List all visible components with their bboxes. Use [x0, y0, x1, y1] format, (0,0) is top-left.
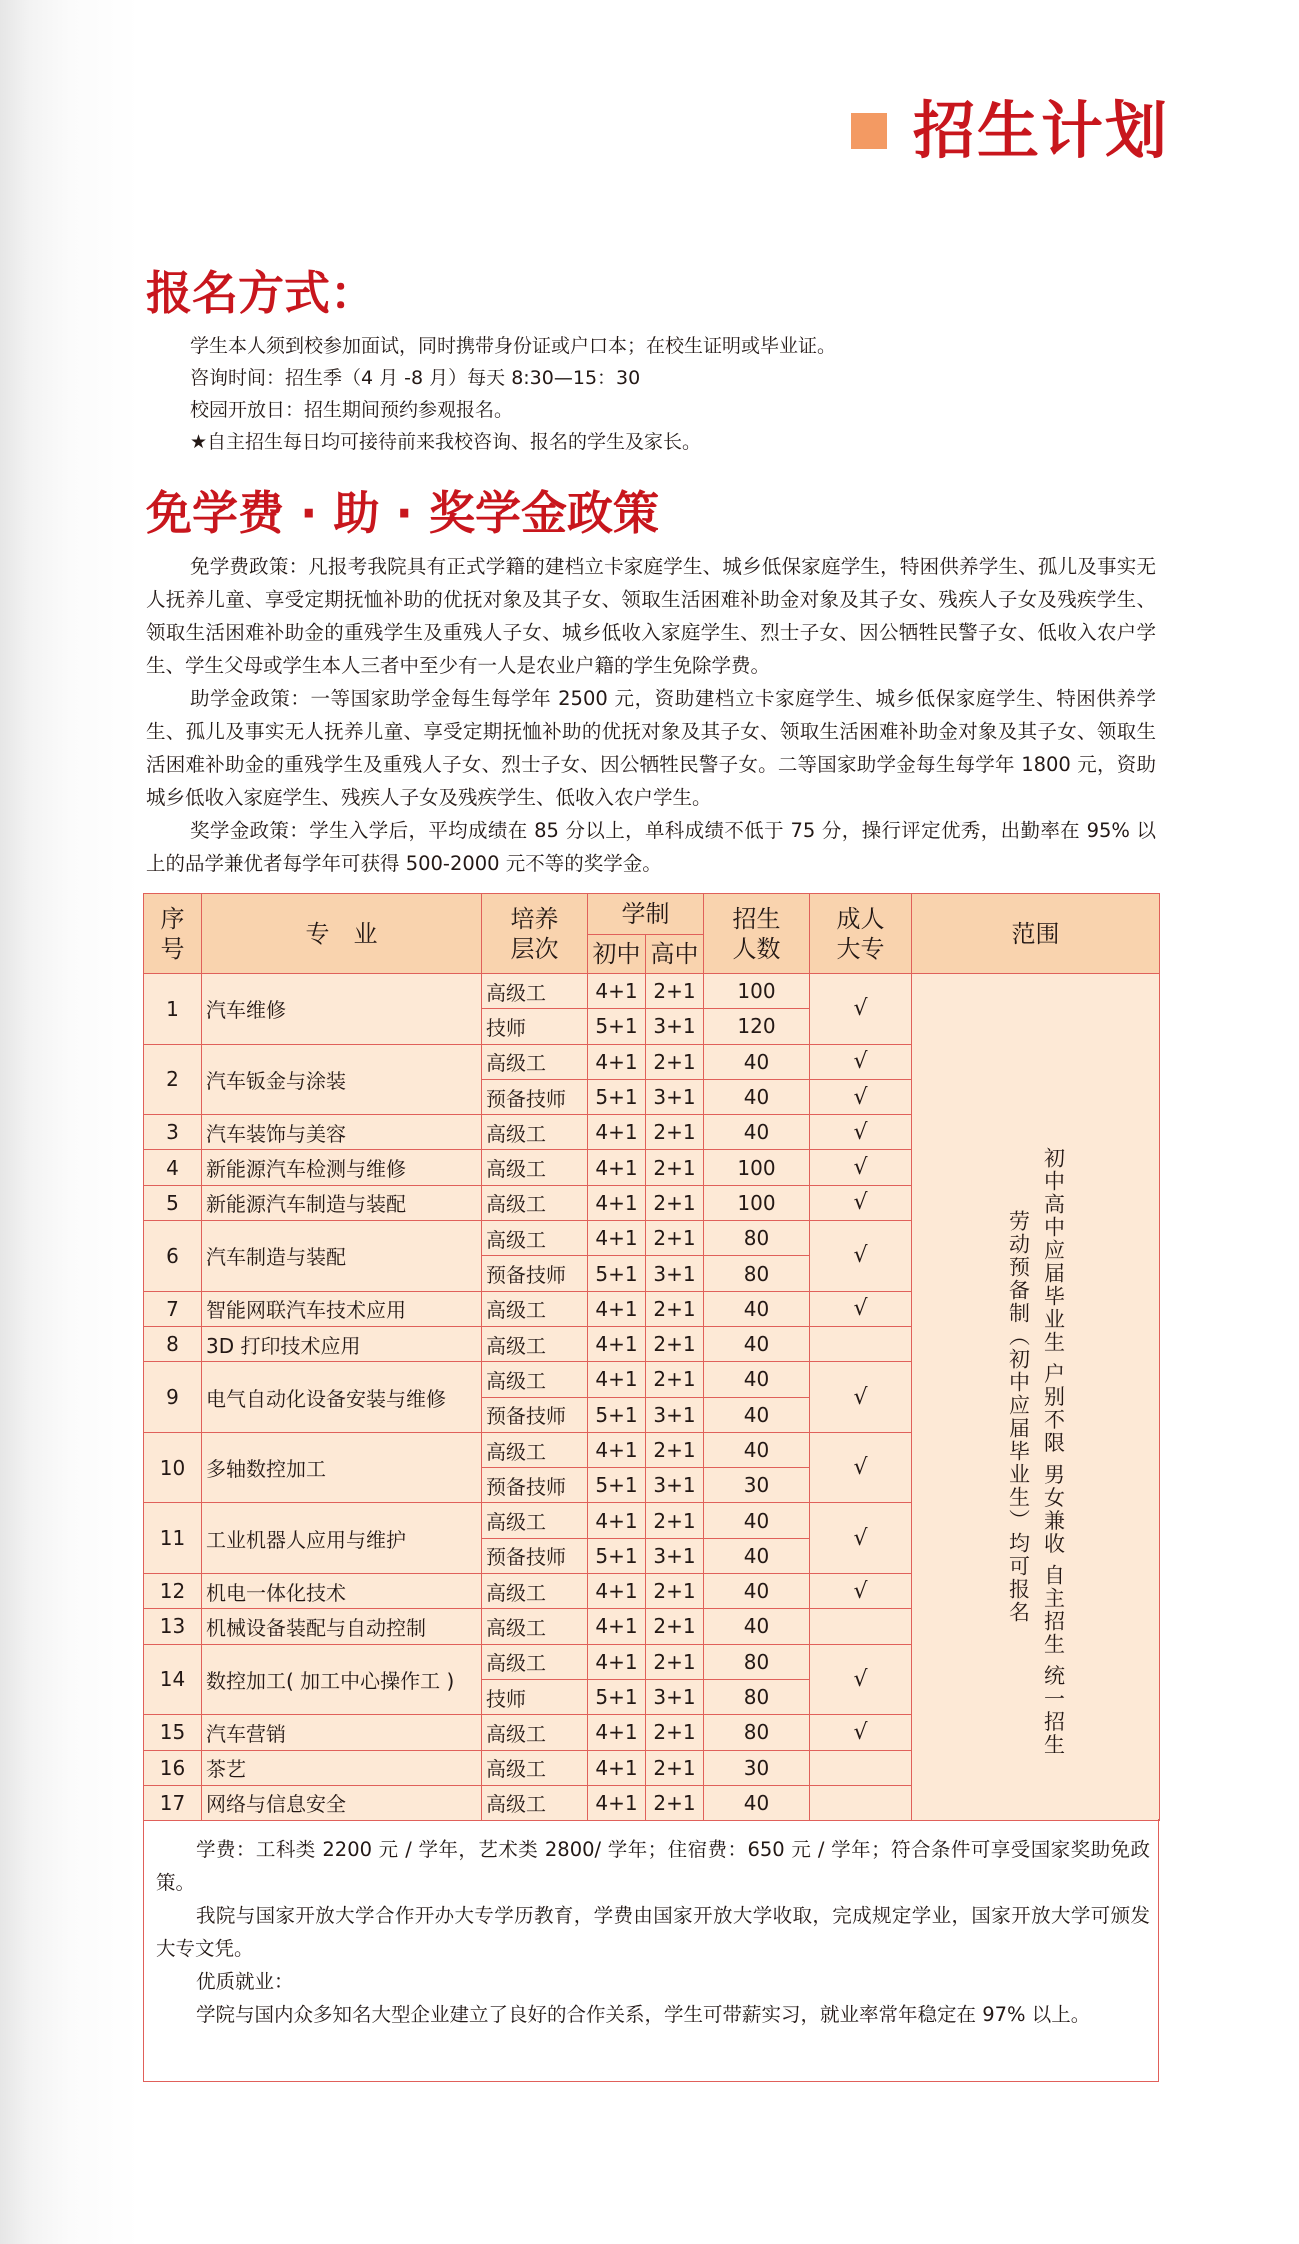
enrollment-count: 40 — [704, 1079, 810, 1114]
check-mark-icon: √ — [853, 1578, 868, 1604]
policy-heading: 免学费 · 助 · 奖学金政策 — [146, 486, 660, 540]
major-name: 汽车维修 — [202, 974, 482, 1045]
scope-text-wrap — [912, 974, 1159, 1820]
junior-duration: 4+1 — [588, 974, 646, 1009]
enrollment-count: 40 — [704, 1397, 810, 1432]
row-number: 17 — [144, 1785, 202, 1820]
enrollment-count: 100 — [704, 974, 810, 1009]
adult-college-cell — [810, 1785, 912, 1820]
diploma-paragraph: 我院与国家开放大学合作开办大专学历教育，学费由国家开放大学收取，完成规定学业，国家开放大学可颁发大专文凭。 — [156, 1904, 1150, 1960]
check-mark-icon: √ — [853, 1190, 868, 1216]
adult-college-cell — [810, 1750, 912, 1785]
adult-college-cell — [810, 1150, 912, 1185]
adult-college-cell — [810, 1362, 912, 1433]
header-level-text: 培养层次 — [510, 904, 559, 963]
senior-duration: 2+1 — [646, 1150, 704, 1185]
row-number: 12 — [144, 1574, 202, 1609]
header-senior: 高中 — [646, 935, 704, 974]
row-number: 8 — [144, 1326, 202, 1361]
senior-duration: 2+1 — [646, 1785, 704, 1820]
enrollment-count: 100 — [704, 1185, 810, 1220]
junior-duration: 4+1 — [588, 1044, 646, 1079]
row-number: 7 — [144, 1291, 202, 1326]
adult-college-cell — [810, 1432, 912, 1503]
major-name: 机械设备装配与自动控制 — [202, 1609, 482, 1644]
training-level: 高级工 — [482, 1432, 588, 1467]
junior-duration: 4+1 — [588, 1185, 646, 1220]
major-name: 汽车营销 — [202, 1715, 482, 1750]
adult-college-cell — [810, 1503, 912, 1574]
senior-duration: 2+1 — [646, 1326, 704, 1361]
enrollment-count: 80 — [704, 1644, 810, 1679]
enrollment-count: 40 — [704, 1503, 810, 1538]
row-number: 5 — [144, 1185, 202, 1220]
major-name: 数控加工( 加工中心操作工 ) — [202, 1644, 482, 1715]
registration-info — [190, 330, 836, 458]
senior-duration: 2+1 — [646, 1715, 704, 1750]
training-level: 技师 — [482, 1009, 588, 1044]
header-level — [482, 894, 588, 974]
adult-college-cell — [810, 1574, 912, 1609]
training-level: 预备技师 — [482, 1079, 588, 1114]
junior-duration: 4+1 — [588, 1115, 646, 1150]
row-number: 11 — [144, 1503, 202, 1574]
training-level: 高级工 — [482, 1362, 588, 1397]
major-name: 网络与信息安全 — [202, 1785, 482, 1820]
junior-duration: 4+1 — [588, 1326, 646, 1361]
training-level: 高级工 — [482, 974, 588, 1009]
header-count — [704, 894, 810, 974]
adult-college-cell — [810, 974, 912, 1045]
major-name: 多轴数控加工 — [202, 1432, 482, 1503]
training-level: 高级工 — [482, 1750, 588, 1785]
enrollment-count: 40 — [704, 1538, 810, 1573]
header-adult-text: 成人大专 — [836, 904, 885, 963]
header-no — [144, 894, 202, 974]
adult-college-cell — [810, 1079, 912, 1114]
policy-paragraph-grant: 助学金政策：一等国家助学金每生每学年 2500 元，资助建档立卡家庭学生、城乡低保家庭学生、特困供养学生、孤儿及事实无人抚养儿童、享受定期抚恤补助的优抚对象及其子女、领取生活困难补助金对象及其子女、领取生活困难补助金的重残学生及重残人子女、烈士子女、因公牺牲民警子女。二等国家助学金每生每学年 1800 元，资助城乡低收入家庭学生、残疾人子女及残疾学生、低收入农户学生。 — [146, 687, 1156, 809]
enrollment-count: 40 — [704, 1115, 810, 1150]
enrollment-count: 30 — [704, 1468, 810, 1503]
header-junior: 初中 — [588, 935, 646, 974]
check-mark-icon: √ — [853, 1384, 868, 1410]
junior-duration: 4+1 — [588, 1432, 646, 1467]
training-level: 高级工 — [482, 1185, 588, 1220]
training-level: 高级工 — [482, 1326, 588, 1361]
registration-line: 咨询时间：招生季（4 月 -8 月）每天 8:30—15：30 — [190, 367, 641, 389]
fee-info-box — [143, 1819, 1159, 2082]
adult-college-cell — [810, 1326, 912, 1361]
header-duration: 学制 — [588, 894, 704, 935]
junior-duration: 5+1 — [588, 1079, 646, 1114]
row-number: 3 — [144, 1115, 202, 1150]
header-count-text: 招生人数 — [732, 904, 781, 963]
scope-cell — [912, 974, 1160, 1821]
junior-duration: 4+1 — [588, 1574, 646, 1609]
check-mark-icon: √ — [853, 1525, 868, 1551]
check-mark-icon: √ — [853, 1296, 868, 1322]
major-name: 电气自动化设备安装与维修 — [202, 1362, 482, 1433]
enrollment-plan-table — [143, 893, 1160, 1821]
major-name: 汽车装饰与美容 — [202, 1115, 482, 1150]
row-number: 9 — [144, 1362, 202, 1433]
adult-college-cell — [810, 1221, 912, 1292]
enrollment-count: 40 — [704, 1291, 810, 1326]
junior-duration: 5+1 — [588, 1679, 646, 1714]
check-mark-icon: √ — [853, 1666, 868, 1692]
enrollment-count: 40 — [704, 1785, 810, 1820]
adult-college-cell — [810, 1644, 912, 1715]
senior-duration: 3+1 — [646, 1256, 704, 1291]
check-mark-icon: √ — [853, 1084, 868, 1110]
enrollment-count: 40 — [704, 1574, 810, 1609]
page-title — [851, 94, 1169, 167]
check-mark-icon: √ — [853, 1155, 868, 1181]
fee-paragraph: 学费：工科类 2200 元 / 学年，艺术类 2800/ 学年；住宿费：650 元 / 学年；符合条件可享受国家奖助免政策。 — [156, 1838, 1150, 1894]
adult-college-cell — [810, 1115, 912, 1150]
enrollment-count: 100 — [704, 1150, 810, 1185]
enrollment-count: 40 — [704, 1432, 810, 1467]
policy-paragraph-tuition: 免学费政策：凡报考我院具有正式学籍的建档立卡家庭学生、城乡低保家庭学生，特困供养学生、孤儿及事实无人抚养儿童、享受定期抚恤补助的优抚对象及其子女、领取生活困难补助金对象及其子女、残疾人子女及残疾学生、领取生活困难补助金的重残学生及重残人子女、城乡低收入家庭学生、烈士子女、因公牺牲民警子女、低收入农户学生、学生父母或学生本人三者中至少有一人是农业户籍的学生免除学费。 — [146, 555, 1156, 677]
junior-duration: 4+1 — [588, 1291, 646, 1326]
senior-duration: 3+1 — [646, 1679, 704, 1714]
senior-duration: 2+1 — [646, 1750, 704, 1785]
senior-duration: 2+1 — [646, 1115, 704, 1150]
header-major: 专 业 — [202, 894, 482, 974]
senior-duration: 2+1 — [646, 1644, 704, 1679]
training-level: 高级工 — [482, 1150, 588, 1185]
row-number: 10 — [144, 1432, 202, 1503]
senior-duration: 3+1 — [646, 1397, 704, 1432]
junior-duration: 4+1 — [588, 1609, 646, 1644]
adult-college-cell — [810, 1609, 912, 1644]
table-body — [144, 974, 1160, 1821]
scope-text-general: 初中高中应届毕业生 户别不限 男女兼收 自主招生 统一招生 — [1041, 1147, 1066, 1757]
row-number: 1 — [144, 974, 202, 1045]
junior-duration: 4+1 — [588, 1362, 646, 1397]
row-number: 15 — [144, 1715, 202, 1750]
major-name: 茶艺 — [202, 1750, 482, 1785]
training-level: 高级工 — [482, 1221, 588, 1256]
major-name: 工业机器人应用与维护 — [202, 1503, 482, 1574]
senior-duration: 2+1 — [646, 1609, 704, 1644]
page-title-text: 招生计划 — [912, 94, 1169, 167]
senior-duration: 2+1 — [646, 1362, 704, 1397]
senior-duration: 3+1 — [646, 1538, 704, 1573]
major-name: 新能源汽车检测与维修 — [202, 1150, 482, 1185]
enrollment-count: 80 — [704, 1221, 810, 1256]
training-level: 高级工 — [482, 1785, 588, 1820]
senior-duration: 2+1 — [646, 974, 704, 1009]
senior-duration: 2+1 — [646, 1574, 704, 1609]
training-level: 高级工 — [482, 1115, 588, 1150]
enrollment-count: 80 — [704, 1679, 810, 1714]
senior-duration: 3+1 — [646, 1079, 704, 1114]
training-level: 高级工 — [482, 1503, 588, 1538]
training-level: 技师 — [482, 1679, 588, 1714]
training-level: 预备技师 — [482, 1256, 588, 1291]
enrollment-count: 80 — [704, 1256, 810, 1291]
header-adult — [810, 894, 912, 974]
major-name: 智能网联汽车技术应用 — [202, 1291, 482, 1326]
enrollment-count: 40 — [704, 1362, 810, 1397]
adult-college-cell — [810, 1715, 912, 1750]
adult-college-cell — [810, 1291, 912, 1326]
training-level: 高级工 — [482, 1715, 588, 1750]
policy-paragraph-scholarship: 奖学金政策：学生入学后，平均成绩在 85 分以上，单科成绩不低于 75 分，操行评定优秀，出勤率在 95% 以上的品学兼优者每学年可获得 500-2000 元不等的奖学金。 — [146, 819, 1156, 875]
junior-duration: 4+1 — [588, 1750, 646, 1785]
row-number: 6 — [144, 1221, 202, 1292]
table-row — [144, 974, 1160, 1009]
junior-duration: 4+1 — [588, 1503, 646, 1538]
adult-college-cell — [810, 1185, 912, 1220]
header-scope: 范围 — [912, 894, 1160, 974]
training-level: 高级工 — [482, 1609, 588, 1644]
junior-duration: 5+1 — [588, 1538, 646, 1573]
junior-duration: 5+1 — [588, 1397, 646, 1432]
junior-duration: 5+1 — [588, 1468, 646, 1503]
senior-duration: 2+1 — [646, 1503, 704, 1538]
training-level: 预备技师 — [482, 1538, 588, 1573]
junior-duration: 4+1 — [588, 1221, 646, 1256]
registration-line: ★自主招生每日均可接待前来我校咨询、报名的学生及家长。 — [190, 431, 702, 453]
adult-college-cell — [810, 1044, 912, 1079]
senior-duration: 3+1 — [646, 1009, 704, 1044]
senior-duration: 2+1 — [646, 1185, 704, 1220]
check-mark-icon: √ — [853, 1455, 868, 1481]
check-mark-icon: √ — [853, 1119, 868, 1145]
major-name: 汽车制造与装配 — [202, 1221, 482, 1292]
check-mark-icon: √ — [853, 1243, 868, 1269]
junior-duration: 4+1 — [588, 1715, 646, 1750]
row-number: 2 — [144, 1044, 202, 1115]
training-level: 高级工 — [482, 1574, 588, 1609]
check-mark-icon: √ — [853, 1719, 868, 1745]
training-level: 高级工 — [482, 1044, 588, 1079]
major-name: 3D 打印技术应用 — [202, 1326, 482, 1361]
registration-line: 学生本人须到校参加面试，同时携带身份证或户口本；在校生证明或毕业证。 — [190, 335, 837, 357]
senior-duration: 2+1 — [646, 1044, 704, 1079]
junior-duration: 5+1 — [588, 1256, 646, 1291]
training-level: 高级工 — [482, 1291, 588, 1326]
senior-duration: 2+1 — [646, 1291, 704, 1326]
scope-text-preparatory: 劳动预备制（初中应届毕业生）均可报名 — [1006, 1210, 1031, 1625]
major-name: 新能源汽车制造与装配 — [202, 1185, 482, 1220]
junior-duration: 5+1 — [588, 1009, 646, 1044]
row-number: 16 — [144, 1750, 202, 1785]
junior-duration: 4+1 — [588, 1785, 646, 1820]
training-level: 预备技师 — [482, 1397, 588, 1432]
policy-body — [146, 550, 1156, 880]
enrollment-count: 40 — [704, 1609, 810, 1644]
enrollment-count: 80 — [704, 1715, 810, 1750]
row-number: 13 — [144, 1609, 202, 1644]
check-mark-icon: √ — [853, 1049, 868, 1075]
check-mark-icon: √ — [853, 996, 868, 1022]
training-level: 高级工 — [482, 1644, 588, 1679]
title-square-icon — [851, 113, 887, 149]
enrollment-count: 120 — [704, 1009, 810, 1044]
enrollment-count: 40 — [704, 1326, 810, 1361]
row-number: 14 — [144, 1644, 202, 1715]
major-name: 机电一体化技术 — [202, 1574, 482, 1609]
enrollment-count: 40 — [704, 1044, 810, 1079]
employment-paragraph: 学院与国内众多知名大型企业建立了良好的合作关系，学生可带薪实习，就业率常年稳定在 97% 以上。 — [196, 2003, 1091, 2026]
senior-duration: 2+1 — [646, 1221, 704, 1256]
major-name: 汽车钣金与涂装 — [202, 1044, 482, 1115]
employment-heading: 优质就业： — [196, 1970, 294, 1993]
junior-duration: 4+1 — [588, 1644, 646, 1679]
training-level: 预备技师 — [482, 1468, 588, 1503]
junior-duration: 4+1 — [588, 1150, 646, 1185]
registration-heading: 报名方式： — [146, 266, 376, 320]
senior-duration: 3+1 — [646, 1468, 704, 1503]
header-no-text: 序号 — [160, 904, 185, 963]
enrollment-count: 30 — [704, 1750, 810, 1785]
registration-line: 校园开放日：招生期间预约参观报名。 — [190, 399, 514, 421]
row-number: 4 — [144, 1150, 202, 1185]
senior-duration: 2+1 — [646, 1432, 704, 1467]
